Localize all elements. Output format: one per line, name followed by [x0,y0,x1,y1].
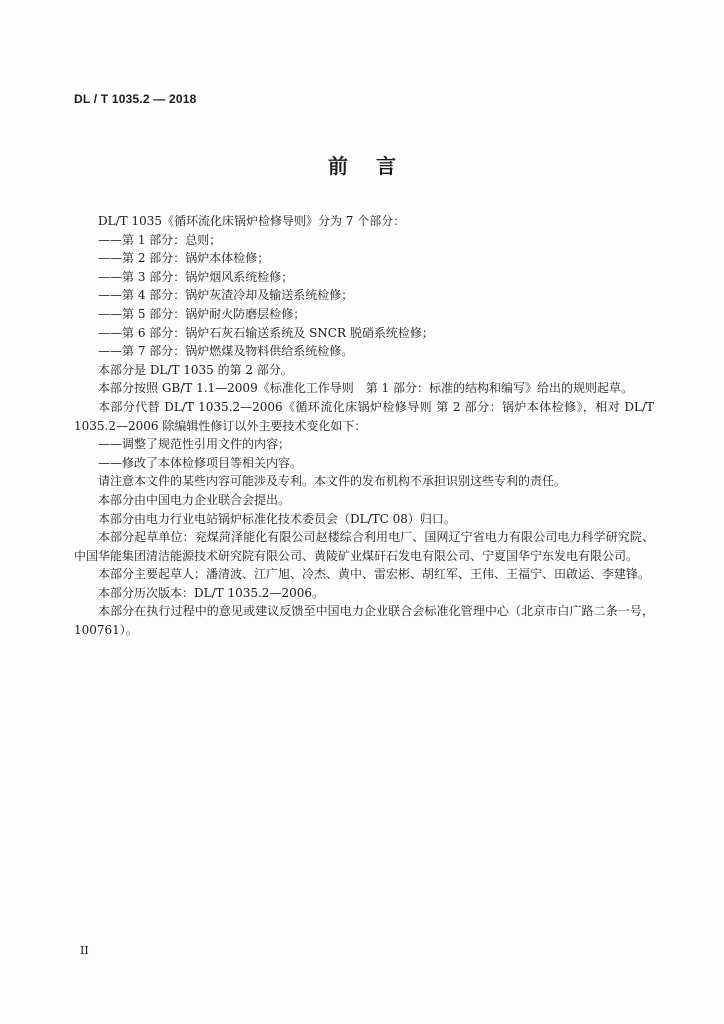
paragraph-drafting-rules: 本部分按照 GB/T 1.1—2009《标准化工作导则 第 1 部分：标准的结构和编写》给出的规则起草。 [98,381,633,396]
paragraph-proposed-by: 本部分由中国电力企业联合会提出。 [98,492,291,507]
paragraph-part-number: 本部分是 DL/T 1035 的第 2 部分。 [98,362,293,377]
paragraph-drafting-organizations: 本部分起草单位：兖煤菏泽能化有限公司赵楼综合利用电厂、国网辽宁省电力有限公司电力科学研究院、中国华能集团清洁能源技术研究院有限公司、黄陵矿业煤矸石发电有限公司、宁夏国华宁东发电有限公司。 [74,530,654,563]
paragraph-replaces: 本部分代替 DL/T 1035.2—2006《循环流化床锅炉检修导则 第 2 部分：锅炉本体检修》，相对 DL/T 1035.2—2006 除编辑性修订以外主要技术变化如下： [74,399,654,433]
document-code: DL / T 1035.2 — 2018 [74,92,197,106]
paragraph-series-intro: DL/T 1035《循环流化床锅炉检修导则》分为 7 个部分： [98,214,406,228]
list-item-change-2: ——修改了本体检修项目等相关内容。 [98,455,303,470]
list-item-part-7: ——第 7 部分：锅炉燃煤及物料供给系统检修。 [98,344,354,359]
paragraph-main-drafters: 本部分主要起草人：潘清波、江广旭、冷杰、黄中、雷宏彬、胡红军、王伟、王福宁、田啟运、李建锋。 [98,567,651,582]
list-item-part-2: ——第 2 部分：锅炉本体检修； [98,251,270,266]
list-item-part-6: ——第 6 部分：锅炉石灰石输送系统及 SNCR 脱硝系统检修； [98,325,434,340]
list-item-part-5: ——第 5 部分：锅炉耐火防磨层检修； [98,306,306,321]
paragraph-feedback: 本部分在执行过程中的意见或建议反馈至中国电力企业联合会标准化管理中心（北京市白广路二条一号，100761）。 [74,604,654,638]
page-title: 前言 [328,154,424,178]
page-number: II [80,944,89,957]
foreword-body [74,212,654,640]
list-item-part-3: ——第 3 部分：锅炉烟风系统检修； [98,269,294,284]
paragraph-previous-editions: 本部分历次版本：DL/T 1035.2—2006。 [98,585,324,600]
list-item-part-1: ——第 1 部分：总则； [98,232,222,247]
list-item-part-4: ——第 4 部分：锅炉灰渣冷却及输送系统检修； [98,288,354,303]
paragraph-patent-notice: 请注意本文件的某些内容可能涉及专利。本文件的发布机构不承担识别这些专利的责任。 [98,474,567,489]
list-item-change-1: ——调整了规范性引用文件的内容； [98,437,291,452]
paragraph-under-jurisdiction: 本部分由电力行业电站锅炉标准化技术委员会（DL/TC 08）归口。 [98,511,456,526]
